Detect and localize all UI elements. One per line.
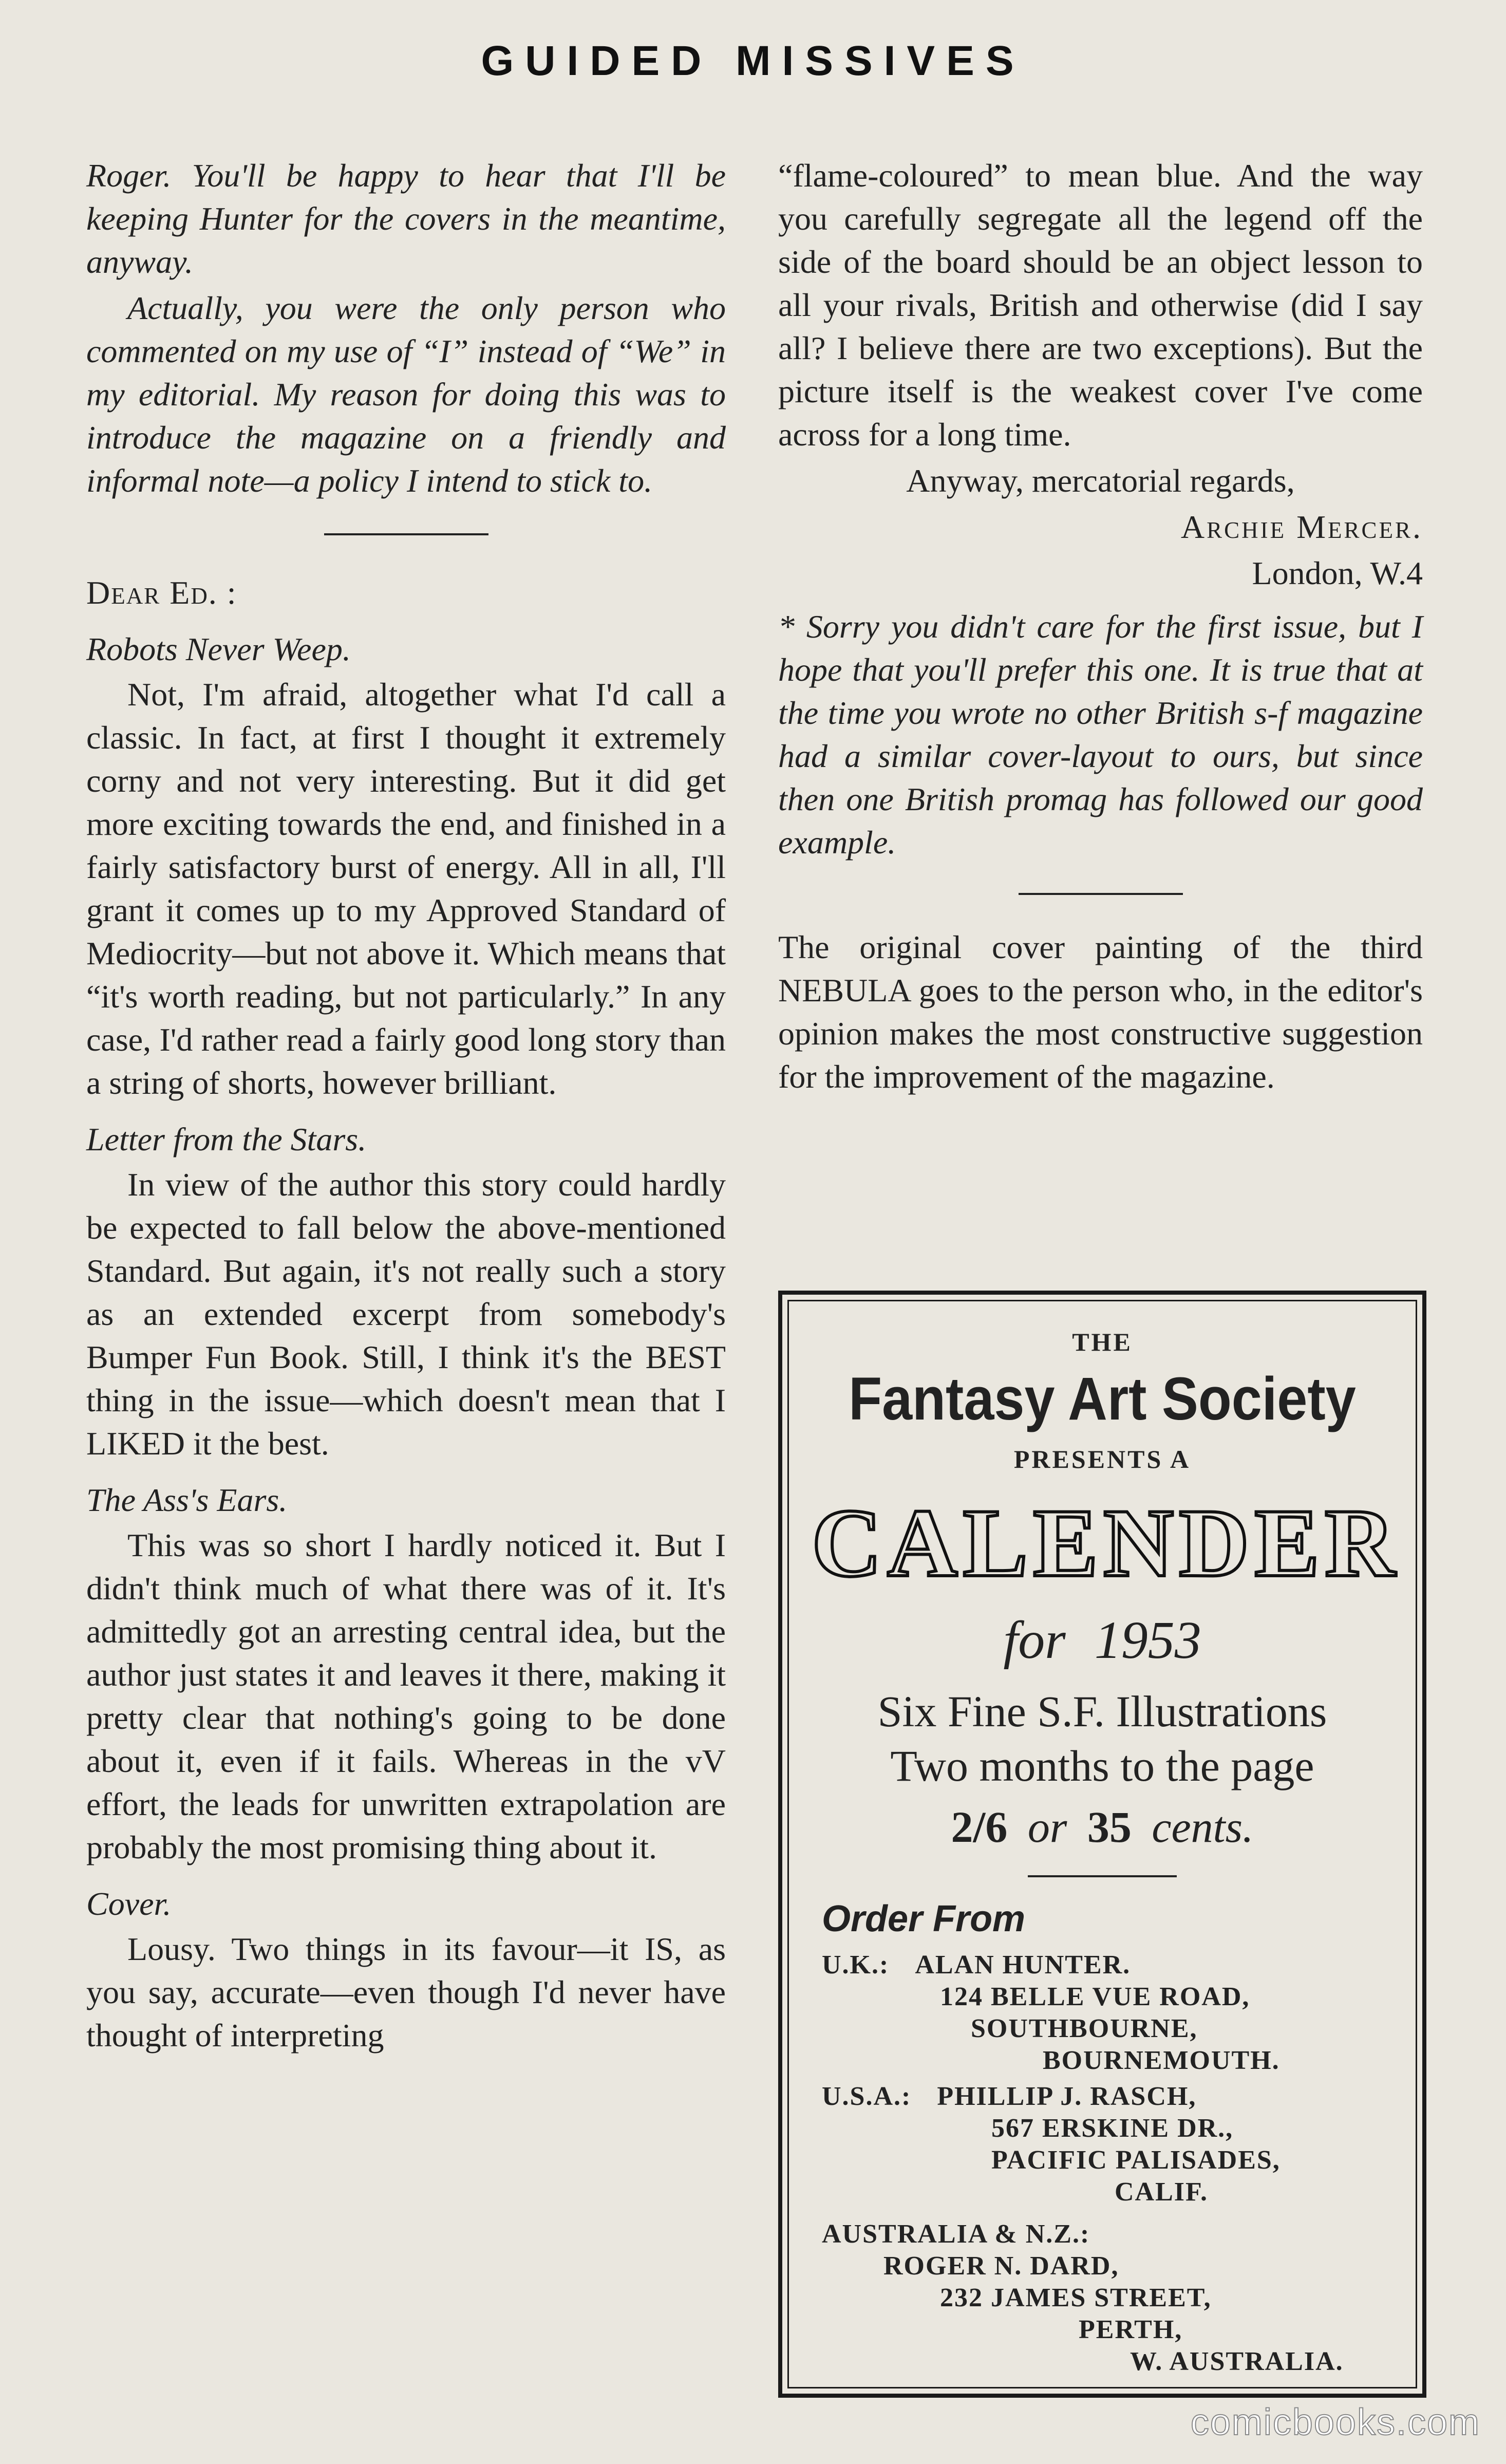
editor-reply-paragraph: Actually, you were the only person who commented on my use of “I” instead of “We” in my editorial. My reason for doing this was to introduce the magazine on a friendly and informal note—a policy I intend to stick to. bbox=[86, 290, 726, 499]
cover-announcement: The original cover painting of the third NEBULA goes to the person who, in the editor's opinion makes the most constructive suggestion for the improvement of the magazine. bbox=[778, 929, 1423, 1095]
ad-line-2: Two months to the page bbox=[890, 1741, 1314, 1790]
story-title: The Ass's Ears. bbox=[86, 1482, 288, 1518]
ad-line-1: Six Fine S.F. Illustrations bbox=[877, 1687, 1327, 1736]
ad-uk-label: U.K.: bbox=[822, 1950, 890, 1980]
ad-price-uk: 2/6 bbox=[951, 1802, 1008, 1852]
ad-usa-label: U.S.A.: bbox=[822, 2082, 912, 2111]
letter-salutation: Dear Ed. : bbox=[86, 574, 237, 611]
ad-usa-addr2: PACIFIC PALISADES, bbox=[991, 2145, 1281, 2175]
letter-signature: Archie Mercer. bbox=[1180, 509, 1423, 545]
ad-product-title: CALENDER bbox=[812, 1489, 1401, 1597]
left-column bbox=[86, 154, 726, 2060]
ad-the: THE bbox=[1072, 1328, 1133, 1356]
ad-au-addr3: W. AUSTRALIA. bbox=[1130, 2347, 1344, 2376]
ad-usa-addr1: 567 ERSKINE DR., bbox=[991, 2114, 1234, 2143]
story-review: In view of the author this story could hardly be expected to fall below the above-mentioned Standard. But again, it's not really such a story as an extended excerpt from somebody's Bumper Fun Book. Still, I think it's the BEST thing in the issue—which doesn't mean that I LIKED it the best. bbox=[86, 1166, 726, 1462]
right-column bbox=[778, 154, 1423, 1102]
ad-uk-addr2: SOUTHBOURNE, bbox=[971, 2014, 1198, 2043]
section-divider bbox=[1019, 893, 1183, 895]
ad-address-australia bbox=[822, 2218, 1393, 2378]
ad-au-addr1: 232 JAMES STREET, bbox=[940, 2283, 1212, 2312]
ad-usa-addr3: CALIF. bbox=[1115, 2177, 1209, 2207]
ad-address-usa bbox=[822, 2081, 1393, 2208]
editor-reply-paragraph: Roger. You'll be happy to hear that I'll be keeping Hunter for the covers in the meantime, anyway. bbox=[86, 157, 726, 280]
ad-or-word: or bbox=[1027, 1802, 1067, 1852]
ad-divider bbox=[1028, 1875, 1177, 1877]
ad-address-uk bbox=[822, 1949, 1393, 2077]
ad-price-us: 35 bbox=[1087, 1802, 1132, 1852]
ad-society-name: Fantasy Art Society bbox=[849, 1365, 1356, 1433]
ad-cents-word: cents. bbox=[1152, 1802, 1254, 1852]
ad-usa-name: PHILLIP J. RASCH, bbox=[937, 2082, 1197, 2111]
ad-for-word: for bbox=[1003, 1611, 1066, 1670]
letter-location: London, W.4 bbox=[1252, 555, 1423, 591]
ad-order-from: Order From bbox=[822, 1898, 1026, 1939]
ad-uk-name: ALAN HUNTER. bbox=[915, 1950, 1131, 1980]
ad-au-name: ROGER N. DARD, bbox=[883, 2251, 1119, 2281]
fantasy-art-society-ad bbox=[778, 1291, 1426, 2398]
ad-au-label: AUSTRALIA & N.Z.: bbox=[822, 2219, 1090, 2249]
story-title: Cover. bbox=[86, 1886, 172, 1922]
story-title: Letter from the Stars. bbox=[86, 1121, 367, 1158]
ad-price bbox=[812, 1801, 1393, 1853]
running-head: GUIDED MISSIVES bbox=[481, 38, 1025, 84]
ad-presents: PRESENTS A bbox=[1013, 1445, 1191, 1473]
section-divider bbox=[324, 533, 488, 535]
ad-year bbox=[812, 1610, 1393, 1671]
story-review: Lousy. Two things in its favour—it IS, as you say, accurate—even though I'd never have thought of interpreting bbox=[86, 1931, 726, 2054]
site-watermark: comicbooks.com bbox=[1190, 2402, 1480, 2443]
ad-year-number: 1953 bbox=[1094, 1611, 1201, 1670]
ad-uk-addr3: BOURNEMOUTH. bbox=[1043, 2046, 1280, 2075]
editor-footnote: * Sorry you didn't care for the first issue, but I hope that you'll prefer this one. It is true that at the time you wrote no other British s-f magazine had a similar cover-layout to ours, but since then one British promag has followed our good example. bbox=[778, 608, 1423, 861]
ad-au-addr2: PERTH, bbox=[1079, 2315, 1183, 2344]
letter-closing: Anyway, mercatorial regards, bbox=[906, 462, 1295, 499]
story-review: This was so short I hardly noticed it. But I didn't think much of what there was of it. It's admittedly got an arresting central idea, but the author just states it and leaves it there, making it pretty clear that nothing's going to be done about it, even if it fails. Whereas in the vV effort, the leads for unwritten extrapolation are probably the most promising thing about it. bbox=[86, 1527, 726, 1865]
ad-inner-frame bbox=[787, 1300, 1417, 2388]
ad-uk-addr1: 124 BELLE VUE ROAD, bbox=[940, 1982, 1250, 2011]
story-title: Robots Never Weep. bbox=[86, 631, 351, 667]
letter-continuation: “flame-coloured” to mean blue. And the way you carefully segregate all the legend off the side of the board should be an object lesson to all your rivals, British and otherwise (did I say all? I believe there are two exceptions). But the picture itself is the weakest cover I've come across for a long time. bbox=[778, 157, 1423, 453]
story-review: Not, I'm afraid, altogether what I'd call a classic. In fact, at first I thought it extremely corny and not very interesting. But it did get more exciting towards the end, and finished in a fairly satisfactory burst of energy. All in all, I'll grant it comes up to my Approved Standard of Mediocrity—but not above it. Which means that “it's worth reading, but not particularly.” In any case, I'd rather read a fairly good long story than a string of shorts, however brilliant. bbox=[86, 676, 726, 1101]
